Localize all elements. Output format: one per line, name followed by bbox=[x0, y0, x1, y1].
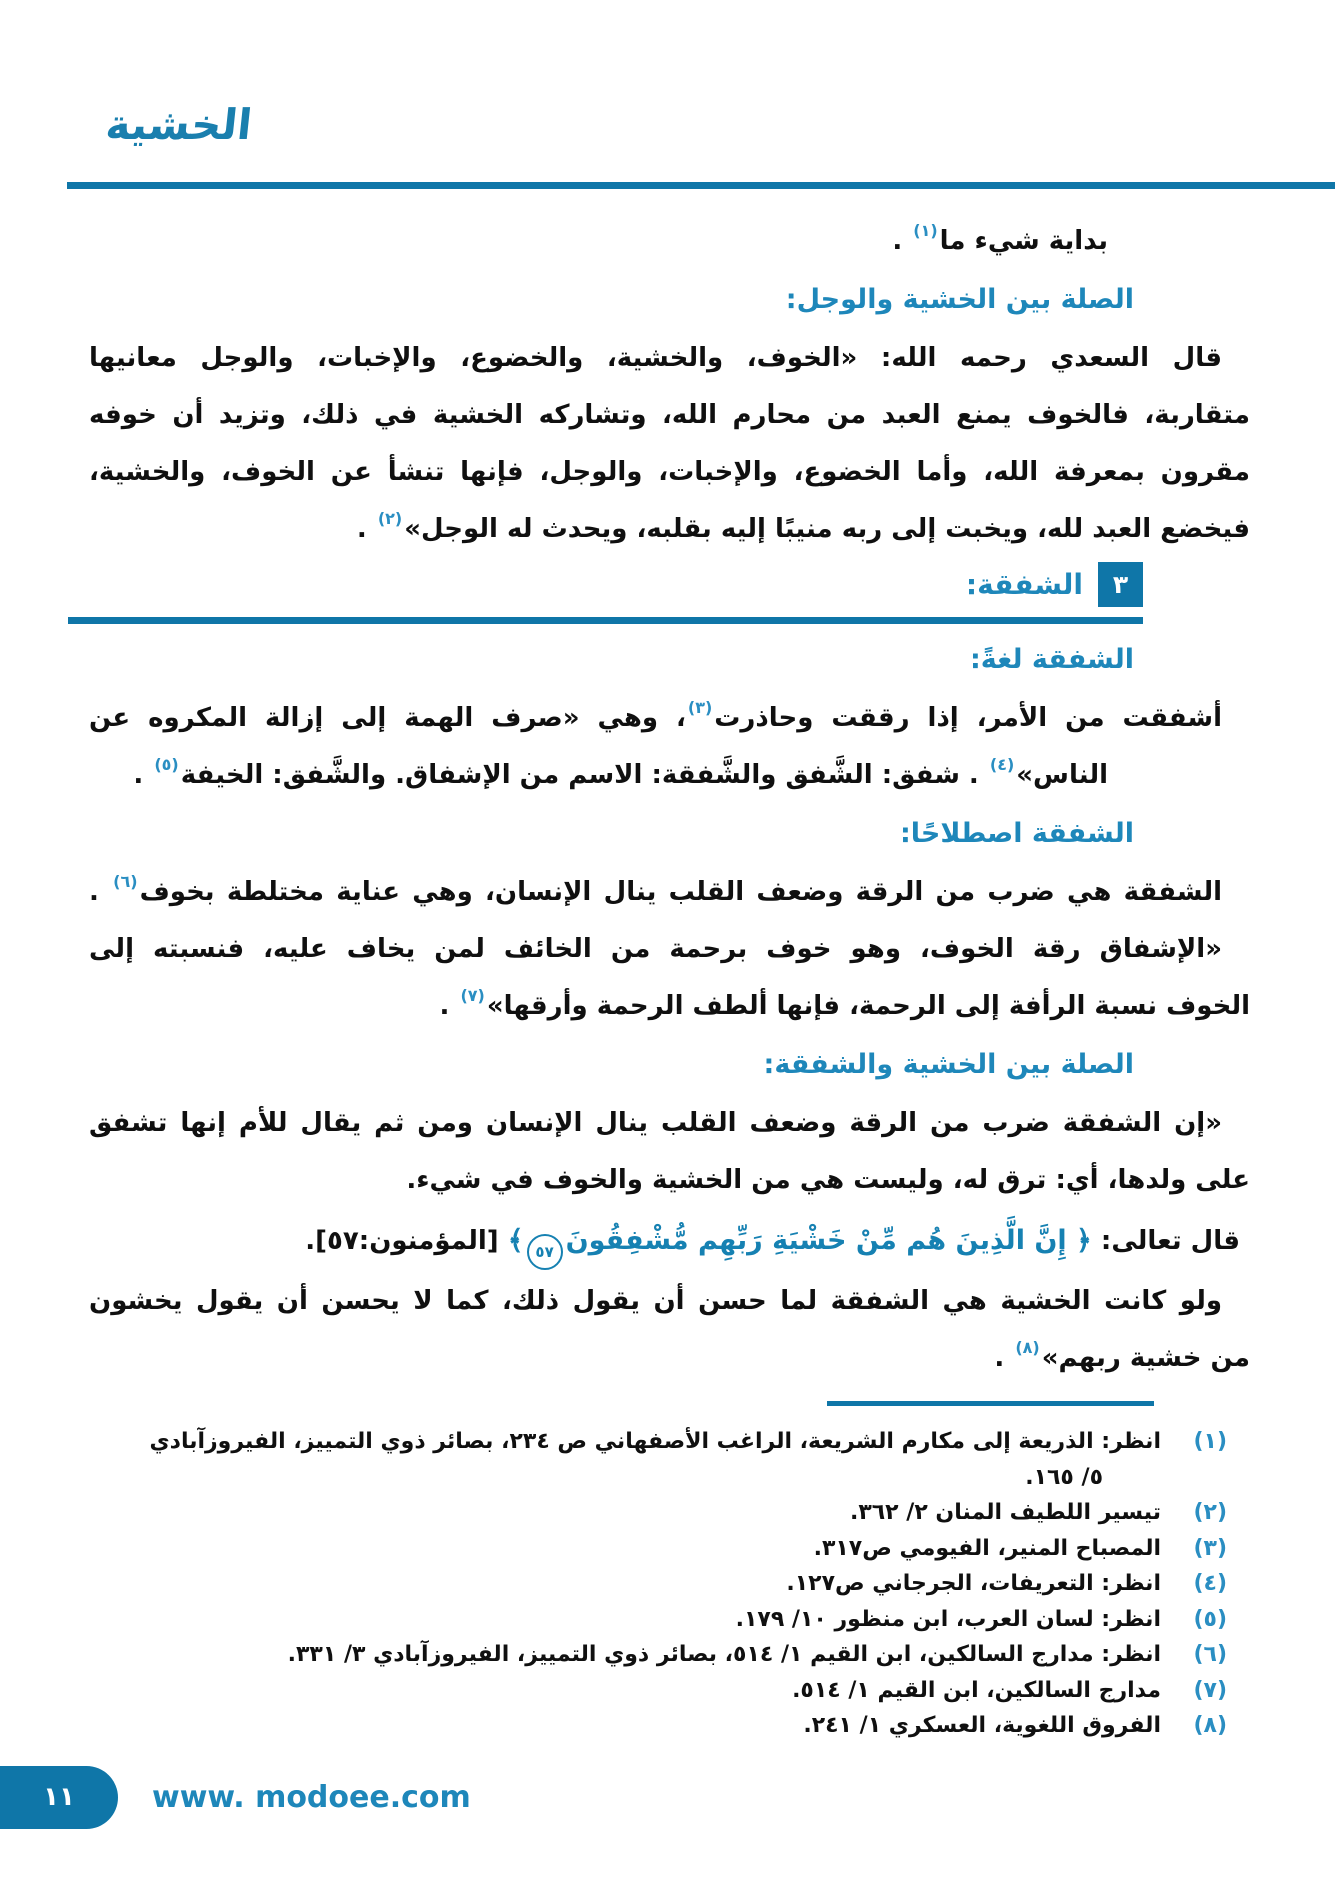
text-run: ، وهي «صرف الهمة إلى إزالة المكروه عن bbox=[89, 703, 686, 733]
text-run: بداية شيء ما bbox=[939, 226, 1108, 256]
footnote-number: (٥) bbox=[1193, 1606, 1227, 1632]
footnote-number: (٢) bbox=[1193, 1500, 1227, 1525]
header-rule bbox=[67, 182, 1335, 189]
text-line bbox=[89, 212, 1250, 270]
text-run: أشفقت من الأمر، إذا رققت وحاذرت bbox=[714, 703, 1222, 733]
footnote-text: تيسير اللطيف المنان ٢/ ٣٦٢. bbox=[849, 1500, 1161, 1525]
text-run: الشفقة هي ضرب من الرقة وضعف القلب ينال الإنسان، وهي عناية مختلطة بخوف bbox=[139, 877, 1222, 907]
section-header bbox=[89, 562, 1250, 630]
footnote-number: (٣) bbox=[1193, 1535, 1227, 1561]
text-run: «إن الشفقة ضرب من الرقة وضعف القلب ينال الإنسان ومن ثم يقال للأم إنها تشفق bbox=[89, 1108, 1222, 1138]
text-line bbox=[89, 864, 1250, 921]
text-run: متقاربة، فالخوف يمنع العبد من محارم الله، وتشاركه الخشية في ذلك، وتزيد أن خوفه bbox=[89, 400, 1250, 430]
text-run: من خشية ربهم» bbox=[1041, 1343, 1250, 1373]
text-run: قال السعدي رحمه الله: «الخوف، والخشية، والخضوع، والإخبات، والوجل معانيها bbox=[89, 343, 1222, 373]
quran-verse-line bbox=[89, 1209, 1250, 1273]
footnote-item bbox=[95, 1637, 1227, 1673]
footnote-item bbox=[95, 1424, 1227, 1495]
footnote-text: انظر: الذريعة إلى مكارم الشريعة، الراغب الأصفهاني ص ٢٣٤، بصائر ذوي التمييز، الفيروزآبادي bbox=[149, 1429, 1161, 1454]
footnote-number: (٨) bbox=[1193, 1713, 1227, 1738]
footnote-text: مدارج السالكين، ابن القيم ١/ ٥١٤. bbox=[792, 1677, 1161, 1703]
text-run: [المؤمنون:٥٧]. bbox=[305, 1226, 508, 1256]
running-header-chapter-title: الخشية bbox=[103, 100, 255, 149]
text-run: الشفقة اصطلاحًا: bbox=[899, 818, 1134, 849]
footnote-number: (١) bbox=[1193, 1429, 1227, 1454]
text-run: الصلة بين الخشية والشفقة: bbox=[763, 1049, 1134, 1080]
text-run: . شفق: الشَّفق والشَّفقة: الاسم من الإشفاق. والشَّفق: الخيفة bbox=[180, 760, 988, 790]
footnote-item bbox=[95, 1602, 1227, 1638]
text-line bbox=[89, 1273, 1250, 1330]
footnote-number: (٤) bbox=[1193, 1571, 1227, 1596]
footnote-ref: (٢) bbox=[377, 509, 403, 528]
footnote-item bbox=[95, 1708, 1227, 1744]
footnotes-list bbox=[95, 1424, 1227, 1744]
text-run: . bbox=[892, 226, 912, 256]
footnote-separator bbox=[827, 1401, 1154, 1406]
footnote-item bbox=[95, 1495, 1227, 1531]
footnote-text: انظر: التعريفات، الجرجاني ص١٢٧. bbox=[786, 1571, 1161, 1596]
text-run: . bbox=[133, 760, 153, 790]
footnote-item bbox=[95, 1566, 1227, 1602]
footnote-ref: (١) bbox=[913, 221, 938, 240]
subheading bbox=[89, 804, 1250, 864]
footnote-ref: (٣) bbox=[687, 698, 713, 717]
text-run: . bbox=[439, 991, 459, 1021]
footnote-ref: (٧) bbox=[460, 986, 485, 1005]
footnote-ref: (٦) bbox=[113, 872, 138, 891]
section-number-badge: ٣ bbox=[1098, 562, 1143, 607]
footnote-item bbox=[95, 1531, 1227, 1567]
footnote-ref: (٤) bbox=[989, 755, 1015, 774]
verse-number-ornament: ٥٧ bbox=[527, 1234, 563, 1270]
subheading bbox=[89, 270, 1250, 330]
text-line bbox=[89, 1330, 1250, 1387]
text-run: . bbox=[994, 1343, 1014, 1373]
text-run: . bbox=[89, 877, 112, 907]
text-run: الصلة بين الخشية والوجل: bbox=[785, 284, 1134, 315]
text-run: «الإشفاق رقة الخوف، وهو خوف برحمة من الخائف لمن يخاف عليه، فنسبته إلى bbox=[89, 934, 1222, 964]
text-run: فيخضع العبد لله، ويخبت إلى ربه منيبًا إليه بقلبه، ويحدث له الوجل» bbox=[404, 514, 1250, 544]
page-number: ١١ bbox=[43, 1782, 75, 1812]
footnote-item bbox=[95, 1673, 1227, 1709]
subheading bbox=[89, 630, 1250, 690]
footnote-text-continuation: ٥/ ١٦٥. bbox=[1025, 1464, 1103, 1490]
text-line bbox=[89, 444, 1250, 501]
quran-text: ﴾ bbox=[507, 1225, 524, 1256]
section-divider bbox=[68, 617, 1143, 624]
text-line bbox=[89, 387, 1250, 444]
text-run: الناس» bbox=[1016, 760, 1108, 790]
footnote-ref: (٨) bbox=[1015, 1338, 1040, 1357]
text-run: الخوف نسبة الرأفة إلى الرحمة، فإنها ألطف الرحمة وأرقها» bbox=[486, 991, 1250, 1021]
quran-text: ﴿ إِنَّ الَّذِينَ هُم مِّنْ خَشْيَةِ رَبِّهِم مُّشْفِقُونَ bbox=[565, 1225, 1092, 1256]
footnote-number: (٧) bbox=[1193, 1677, 1227, 1703]
text-line bbox=[89, 1095, 1250, 1152]
text-run: على ولدها، أي: ترق له، وليست هي من الخشية والخوف في شيء. bbox=[406, 1165, 1250, 1195]
text-line bbox=[89, 978, 1250, 1035]
footnote-text: الفروق اللغوية، العسكري ١/ ٢٤١. bbox=[803, 1713, 1161, 1738]
text-run: ولو كانت الخشية هي الشفقة لما حسن أن يقول ذلك، كما لا يحسن أن يقول يخشون bbox=[89, 1286, 1222, 1316]
footnote-text: انظر: لسان العرب، ابن منظور ١٠/ ١٧٩. bbox=[735, 1606, 1161, 1632]
text-line bbox=[89, 690, 1250, 747]
text-line bbox=[89, 501, 1250, 558]
text-line bbox=[89, 1152, 1250, 1209]
footnote-text: انظر: مدارج السالكين، ابن القيم ١/ ٥١٤، بصائر ذوي التمييز، الفيروزآبادي ٣/ ٣٣١. bbox=[287, 1642, 1161, 1667]
text-line bbox=[89, 747, 1250, 804]
website-link[interactable]: www. modoee.com bbox=[152, 1780, 471, 1815]
footnote-ref: (٥) bbox=[154, 755, 179, 774]
footnote-number: (٦) bbox=[1193, 1642, 1227, 1667]
text-line bbox=[89, 921, 1250, 978]
text-run: الشفقة لغةً: bbox=[969, 644, 1134, 675]
text-run: قال تعالى: bbox=[1091, 1226, 1240, 1256]
text-line bbox=[89, 330, 1250, 387]
text-run: مقرون بمعرفة الله، وأما الخضوع، والإخبات، والوجل، فإنها تنشأ عن الخوف، والخشية، bbox=[89, 457, 1250, 487]
page-number-pill bbox=[0, 1766, 118, 1829]
text-run: . bbox=[356, 514, 376, 544]
section-title: الشفقة: bbox=[965, 568, 1083, 601]
footnote-text: المصباح المنير، الفيومي ص٣١٧. bbox=[813, 1535, 1161, 1561]
page-content bbox=[89, 212, 1250, 1387]
subheading bbox=[89, 1035, 1250, 1095]
